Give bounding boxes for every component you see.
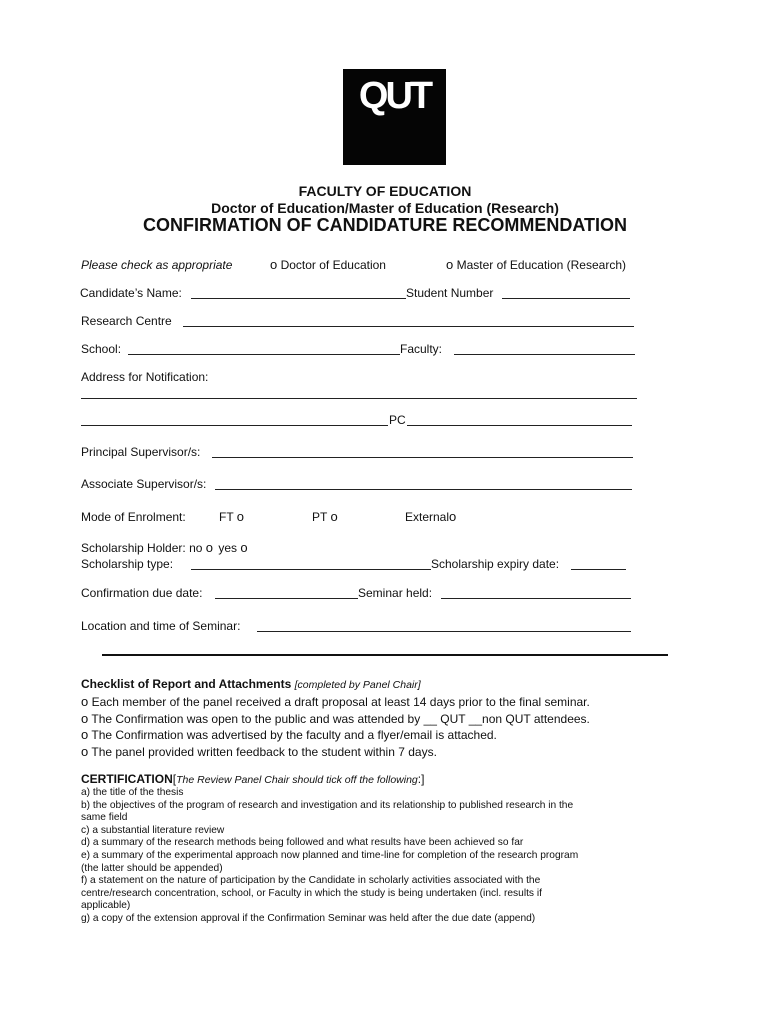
certification-bracket-open: [ <box>172 772 177 786</box>
research-centre-field[interactable] <box>183 314 634 327</box>
scholarship-type-label: Scholarship type: <box>81 557 174 571</box>
location-time-field[interactable] <box>257 619 631 632</box>
certification-line: g) a copy of the extension approval if the Confirmation Seminar was held after the due date (append) <box>81 912 536 924</box>
certification-line: e) a summary of the experimental approach now planned and time-line for completion of the research program <box>81 849 579 861</box>
certification-line: same field <box>81 812 128 824</box>
address-label: Address for Notification: <box>81 370 209 384</box>
school-label: School: <box>81 342 122 356</box>
confirmation-due-field[interactable] <box>215 586 358 599</box>
enrolment-external[interactable] <box>405 509 456 524</box>
option-doctor[interactable] <box>270 257 386 272</box>
confirmation-due-label: Confirmation due date: <box>81 586 203 600</box>
pc-label: PC <box>389 413 406 427</box>
candidate-name-label: Candidate’s Name: <box>80 286 182 300</box>
checklist-checkbox[interactable]: o <box>81 694 89 709</box>
checklist-checkbox[interactable]: o <box>81 744 89 759</box>
certification-line: b) the objectives of the program of research and investigation and its relationship to published research in the <box>81 799 574 811</box>
certification-line: a) the title of the thesis <box>81 787 184 798</box>
certification-line: centre/research concentration, school, or Faculty in which the study is being undertaken (incl. results if <box>81 887 542 899</box>
checklist-checkbox[interactable]: o <box>81 711 89 726</box>
option-master-label: Master of Education (Research) <box>456 258 626 272</box>
checklist-item-text: The panel provided written feedback to the student within 7 days. <box>91 745 437 759</box>
address-line-2[interactable] <box>81 413 388 426</box>
checkbox-ft[interactable]: o <box>236 509 245 524</box>
checklist-note: [completed by Panel Chair] <box>294 679 421 691</box>
checkbox-doctor[interactable]: o <box>270 257 278 272</box>
scholarship-expiry-field[interactable] <box>571 557 626 570</box>
checklist-item-text: The Confirmation was open to the public and was attended by __ QUT __non QUT attendees. <box>91 712 590 726</box>
scholarship-holder-label: Scholarship Holder: <box>81 541 186 555</box>
checkbox-external[interactable]: o <box>449 509 457 524</box>
certification-list <box>81 787 578 926</box>
location-time-label: Location and time of Seminar: <box>81 619 241 633</box>
checklist-item[interactable] <box>81 711 590 726</box>
pc-field[interactable] <box>407 413 632 426</box>
scholarship-expiry-label: Scholarship expiry date: <box>431 557 560 571</box>
seminar-held-label: Seminar held: <box>358 586 433 600</box>
qut-logo <box>343 69 446 165</box>
enrolment-pt-label: PT <box>312 510 328 524</box>
certification-title: CERTIFICATION <box>81 772 173 786</box>
page-title: CONFIRMATION OF CANDIDATURE RECOMMENDATION <box>143 215 627 235</box>
enrolment-ft[interactable] <box>219 509 244 524</box>
certification-line: (the latter should be appended) <box>81 862 223 874</box>
certification-line: c) a substantial literature review <box>81 824 225 836</box>
certification-bracket-close: :] <box>417 772 425 786</box>
checkbox-scholarship-no[interactable]: o <box>205 540 213 555</box>
seminar-held-field[interactable] <box>441 586 631 599</box>
option-master[interactable] <box>446 257 626 272</box>
qut-logo-text: QUT <box>358 75 431 117</box>
enrolment-external-label: External <box>405 510 450 524</box>
checkbox-pt[interactable]: o <box>330 509 338 524</box>
section-divider <box>102 654 668 656</box>
checklist-item[interactable] <box>81 694 590 709</box>
principal-supervisor-field[interactable] <box>212 445 633 458</box>
faculty-label: Faculty: <box>400 342 443 356</box>
check-prompt: Please check as appropriate <box>81 258 233 272</box>
enrolment-ft-label: FT <box>219 510 234 524</box>
checklist-item-text: The Confirmation was advertised by the faculty and a flyer/email is attached. <box>91 728 497 742</box>
student-number-label: Student Number <box>406 286 494 300</box>
checklist-checkbox[interactable]: o <box>81 727 89 742</box>
certification-line: d) a summary of the research methods being followed and what results have been achieved so far <box>81 837 524 849</box>
option-doctor-label: Doctor of Education <box>280 258 386 272</box>
checkbox-master[interactable]: o <box>446 257 454 272</box>
address-line-1[interactable] <box>81 386 637 399</box>
faculty-heading: FACULTY OF EDUCATION <box>298 183 472 199</box>
checkbox-scholarship-yes[interactable]: o <box>240 540 248 555</box>
enrolment-pt[interactable] <box>312 509 338 524</box>
scholarship-yes-label: yes <box>218 541 238 555</box>
associate-supervisor-label: Associate Supervisor/s: <box>81 477 207 491</box>
associate-supervisor-field[interactable] <box>215 477 632 490</box>
scholarship-holder-row <box>81 540 248 555</box>
checklist-heading <box>81 677 421 691</box>
degrees-heading: Doctor of Education/Master of Education (Research) <box>211 200 559 216</box>
scholarship-type-field[interactable] <box>191 557 431 570</box>
checklist-title: Checklist of Report and Attachments <box>81 677 292 691</box>
candidate-name-field[interactable] <box>191 286 406 299</box>
checklist-item[interactable] <box>81 744 437 759</box>
certification-line: f) a statement on the nature of participation by the Candidate in scholarly activities associated with the <box>81 875 541 887</box>
checklist-item[interactable] <box>81 727 497 742</box>
school-field[interactable] <box>128 342 400 355</box>
scholarship-no-label: no <box>189 541 203 555</box>
certification-heading <box>81 772 424 786</box>
student-number-field[interactable] <box>502 286 630 299</box>
certification-line: applicable) <box>81 900 131 912</box>
certification-note: The Review Panel Chair should tick off the following <box>176 774 418 786</box>
mode-of-enrolment-label: Mode of Enrolment: <box>81 510 186 524</box>
faculty-field[interactable] <box>454 342 635 355</box>
research-centre-label: Research Centre <box>81 314 172 328</box>
principal-supervisor-label: Principal Supervisor/s: <box>81 445 201 459</box>
checklist-item-text: Each member of the panel received a draft proposal at least 14 days prior to the final seminar. <box>91 695 590 709</box>
